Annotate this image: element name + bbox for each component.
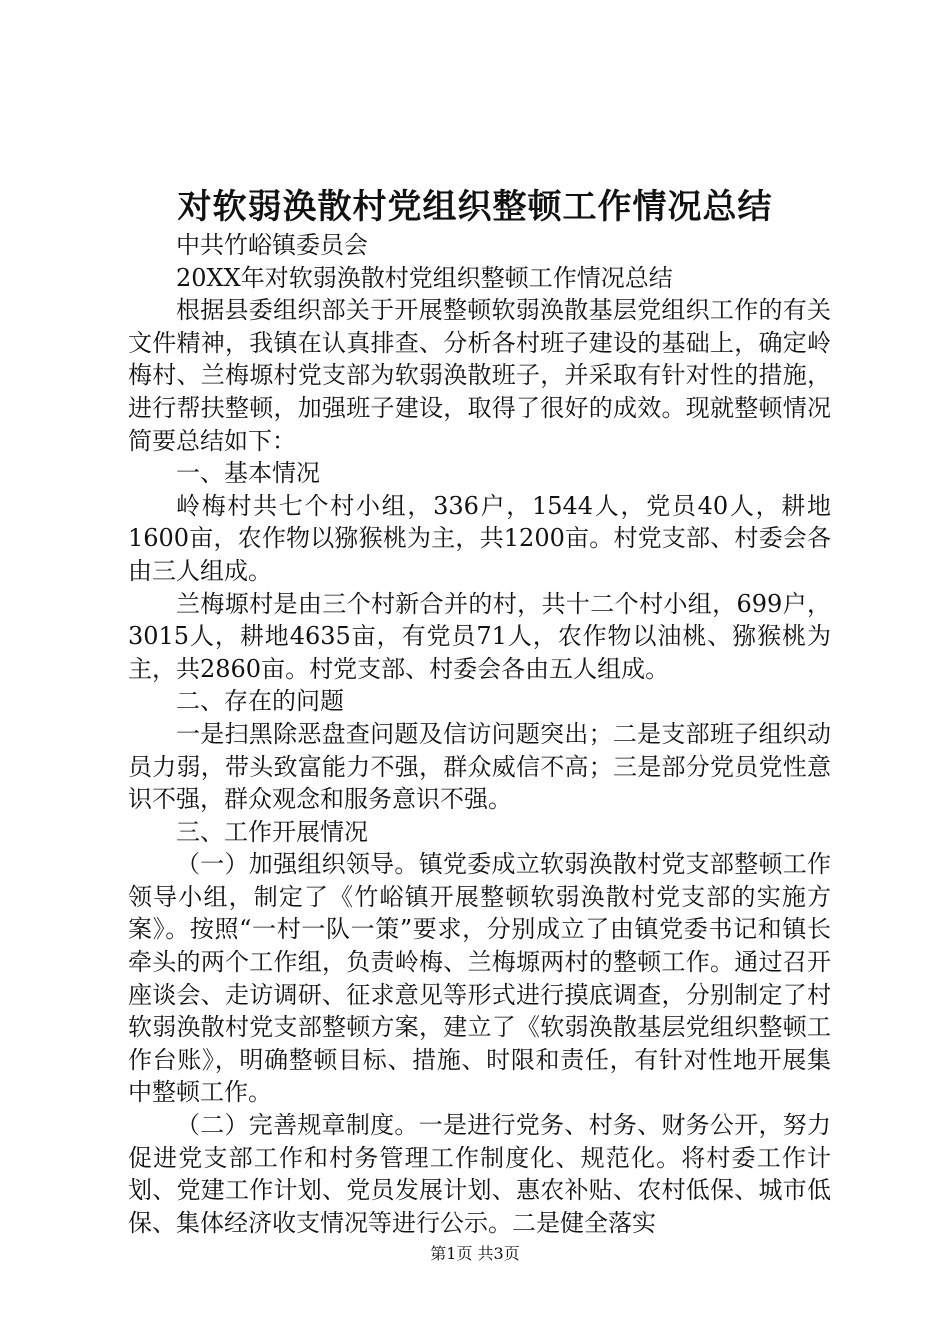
document-title: 对软弱涣散村党组织整顿工作情况总结 xyxy=(177,187,773,227)
paragraph-lanmeiyuan: 兰梅塬村是由三个村新合并的村，共十二个村小组，699户，3015人，耕地4635亩，有党员71人，农作物以油桃、猕猴桃为主，共2860亩。村党支部、村委会各由五人组成。 xyxy=(128,589,831,683)
paragraph-work-1: （一）加强组织领导。镇党委成立软弱涣散村党支部整顿工作领导小组，制定了《竹峪镇开展整顿软弱涣散村党支部的实施方案》。按照“一村一队一策”要求，分别成立了由镇党委书记和镇长牵头的两个工作组，负责岭梅、兰梅塬两村的整顿工作。通过召开座谈会、走访调研、征求意见等形式进行摸底调查，分别制定了村软弱涣散村党支部整顿方案，建立了《软弱涣散基层党组织整顿工作台账》，明确整顿目标、措施、时限和责任，有针对性地开展集中整顿工作。 xyxy=(128,850,831,1107)
paragraph-problems: 一是扫黑除恶盘查问题及信访问题突出；二是支部班子组织动员力弱，带头致富能力不强，群众威信不高；三是部分党员党性意识不强，群众观念和服务意识不强。 xyxy=(128,719,831,814)
page-footer: 第1页 共3页 xyxy=(430,1244,520,1263)
issuer-line: 中共竹峪镇委员会 xyxy=(176,231,368,259)
intro-paragraph: 根据县委组织部关于开展整顿软弱涣散基层党组织工作的有关文件精神，我镇在认真排查、分析各村班子建设的基础上，确定岭梅村、兰梅塬村党支部为软弱涣散班子，并采取有针对性的措施，进行帮扶整顿，加强班子建设，取得了很好的成效。现就整顿情况简要总结如下： xyxy=(128,296,831,455)
section-heading-work: 三、工作开展情况 xyxy=(176,817,368,846)
paragraph-work-2: （二）完善规章制度。一是进行党务、村务、财务公开，努力促进党支部工作和村务管理工作制度化、规范化。将村委工作计划、党建工作计划、党员发展计划、惠农补贴、农村低保、城市低保、集体经济收支情况等进行公示。二是健全落实 xyxy=(128,1111,831,1237)
paragraph-lingmei: 岭梅村共七个村小组，336户，1544人，党员40人，耕地1600亩，农作物以猕猴桃为主，共1200亩。村党支部、村委会各由三人组成。 xyxy=(128,491,831,585)
document-body xyxy=(128,229,831,1239)
section-heading-problems: 二、存在的问题 xyxy=(176,687,344,716)
subtitle-line: 20XX年对软弱涣散村党组织整顿工作情况总结 xyxy=(176,263,673,292)
section-heading-basic: 一、基本情况 xyxy=(176,459,320,488)
